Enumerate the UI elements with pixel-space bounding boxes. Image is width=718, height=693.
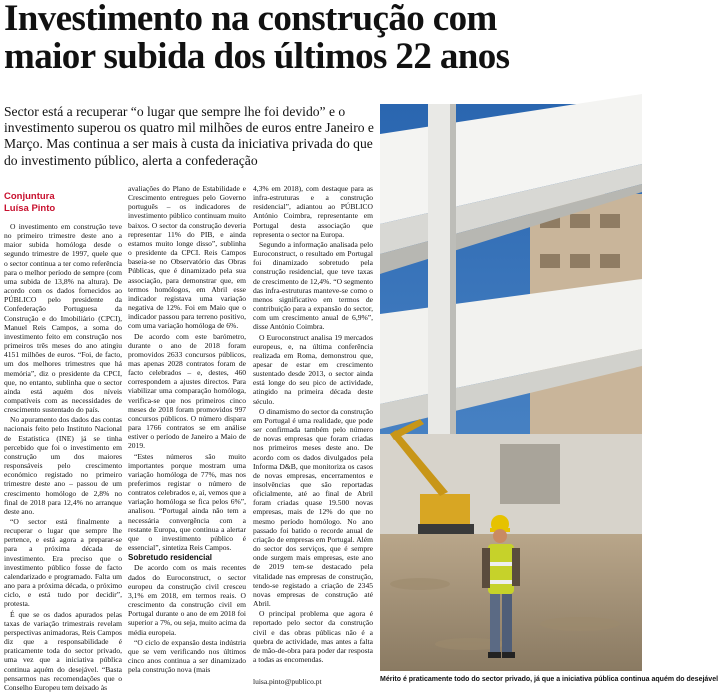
construction-worker-photo: [380, 104, 642, 671]
byline: Luísa Pinto: [4, 203, 56, 214]
caption-bold: Mérito é praticamente todo do sector privado, já que a iniciativa pública continua aquém do desejável: [380, 676, 718, 683]
paragraph: avaliações do Plano de Estabilidade e Crescimento entregues pelo Governo português – os indicadores de investimento público continuam muito baixos. O sector da construção deveria representar 11% do PIB, e ainda estamos muito longe disso”, sublinha o presidente da CPCI. Reis Campos baseia-se no Observatório das Obras Públicas, que é dinamizado pela sua associação, para demonstrar que, em termos homólogos, em Abril esse indicador registava uma variação negativa de 12%. Foi em Maio que o indicador passou para terreno positivo, com uma variação homóloga de 6%.: [128, 184, 246, 331]
paragraph: 4,3% em 2018), com destaque para as infra-estruturas e a construção residencial”, adiantou ao PÚBLICO António Coimbra, representante em Portugal desta associação que representa o sector na Europa.: [253, 184, 373, 239]
article-column-2: [128, 184, 246, 675]
photo-caption: [380, 676, 718, 683]
author-email[interactable]: luisa.pinto@publico.pt: [253, 677, 322, 686]
paragraph: Segundo a informação analisada pelo Euroconstruct, o resultado em Portugal foi dinamizado sobretudo pela construção residencial, que teve taxas de crescimento de 12,4%. “O segmento das infra-estruturas manteve-se como o menos significativo em termos de contribuição para a expansão do sector, com um crescimento anual de 6,9%”, disse António Coimbra.: [253, 239, 373, 332]
paragraph: De acordo com os mais recentes dados do Euroconstruct, o sector europeu da construção civil cresceu 3,1% em 2018, em termos reais. O crescimento da construção civil em Portugal durante o ano de em 2018 foi superior a 7%, ou seja, muito acima da média europeia.: [128, 563, 246, 637]
photo-illustration: [380, 104, 642, 671]
paragraph: No apuramento dos dados das contas nacionais feito pelo Instituto Nacional de Estatística (INE) já se tinha percebido que foi o investimento em construção um dos maiores responsáveis pelo crescimento económico registado no primeiro trimestre deste ano – passou de um crescimento homólogo de 2,8% no final de 2018 para 12,4% no arranque deste ano.: [4, 415, 122, 516]
paragraph: “Estes números são muito importantes porque mostram uma variação homóloga de 77%, mas nos preferimos registar o número de contratos celebrados e, aí, vemos que a variação homóloga se fica pelos 6%”, analisou. “Portugal ainda não tem a necessária convergência com a restante Europa, que continua a alertar que o investimento público é essencial”, sintetiza Reis Campos.: [128, 451, 246, 553]
headline-line-1: Investimento na construção com: [4, 0, 497, 39]
paragraph: É que se os dados apurados pelas taxas de variação trimestrais revelam perspectivas animadoras, Reis Campos diz que a responsabilidade é praticamente toda do sector privado, uma vez que a iniciativa pública continua aquém do desejável. “Basta pensarmos nas recomendações que o Conselho Europeu tem deixado às: [4, 609, 122, 692]
paragraph: “O sector está finalmente a recuperar o lugar que sempre lhe pertence, e está agora a preparar-se para a próxima década de investimento. Era preciso que o investimento público fosse de facto calendarizado e programado. Falta um ano para a próxima década, o próximo ciclo, e está tudo por decidir”, protesta.: [4, 517, 122, 609]
headline: [4, 0, 640, 76]
section-rubric: Conjuntura: [4, 191, 55, 202]
paragraph: O investimento em construção teve no primeiro trimestre deste ano a maior subida homóloga desde o segundo trimestre de 1997, quele que o sector continua a ter como referência para o melhor período de sempre (com uma subida de 13,8% na altura). De acordo com os dados fornecidos ao PÚBLICO pelo presidente da Confederação Portuguesa da Construção e do Imobiliário (CPCI), Manuel Reis Campos, a soma do investimento feito em construção nos primeiros três meses do ano atingiu 4151 milhões de euros. “Foi, de facto, um dos melhores trimestres que há memória”, diz o presidente da CPCI, que, no entanto, sublinha que o sector ainda está aquém dos níveis compatíveis com as necessidades de crescimento sustentado do país.: [4, 222, 122, 415]
paragraph: O principal problema que agora é reportado pelo sector da construção civil e das obras públicas não é a quebra de actividade, mas antes a falta de mão-de-obra para poder dar resposta a todas as encomendas.: [253, 609, 373, 664]
paragraph: “O ciclo de expansão desta indústria que se vem verificando nos últimos cinco anos continua a ser dinamizado pela construção nova (mais: [128, 637, 246, 675]
standfirst: Sector está a recuperar “o lugar que sempre lhe foi devido” e o investimento superou os quatro mil milhões de euros entre Janeiro e Março. Mas continua a ser mais à custa da iniciativa privada do que do investimento público, alerta a confederação: [4, 104, 374, 168]
paragraph: De acordo com este barómetro, durante o ano de 2018 foram promovidos 2633 concursos públicos, mas apenas 2028 contratos foram de facto celebrados – e, destes, 460 correspondem a ajustes directos. Para viabilizar uma comparação homóloga, verifica-se que nos primeiros cinco meses de 2018 foram promovidos 997 concursos públicos. O número dispara para 1766 contratos se em análise estiver o período de Janeiro a Maio de 2019.: [128, 331, 246, 451]
subheading: Sobretudo residencial: [128, 553, 213, 563]
headline-line-2: maior subida dos últimos 22 anos: [4, 36, 510, 77]
paragraph: O dinamismo do sector da construção em Portugal é uma realidade, que pode ser confirmada também pelo número de novas empresas que foram criadas nos primeiros meses deste ano. De acordo com os dados divulgados pela Informa D&B, que monitoriza os casos de novas empresas, encerramentos e insolvências que são reportadas oficialmente, até ao final de Abril foram criadas quase 19.500 novas empresas, mais de 12% do que no mesmo período homólogo. No ano passado foi batido o recorde anual de criação de empresas em Portugal. Além do sector dos serviços, que é sempre onde surgem mais empresas, este ano de 2019 tem-se destacado pela vitalidade nas empresas de construção, tendo-se registado a criação de 2345 novas empresas de construção até Abril.: [253, 406, 373, 609]
article-column-3: [253, 184, 373, 665]
article-column-1: [4, 222, 122, 693]
paragraph: O Euroconstruct analisa 19 mercados europeus, e, na última conferência realizada em Roma, demonstrou que, apesar de estar em crescimento sustentado desde 2013, o sector ainda está longe do seu pico de actividade, atingido na primeira década deste século.: [253, 332, 373, 406]
